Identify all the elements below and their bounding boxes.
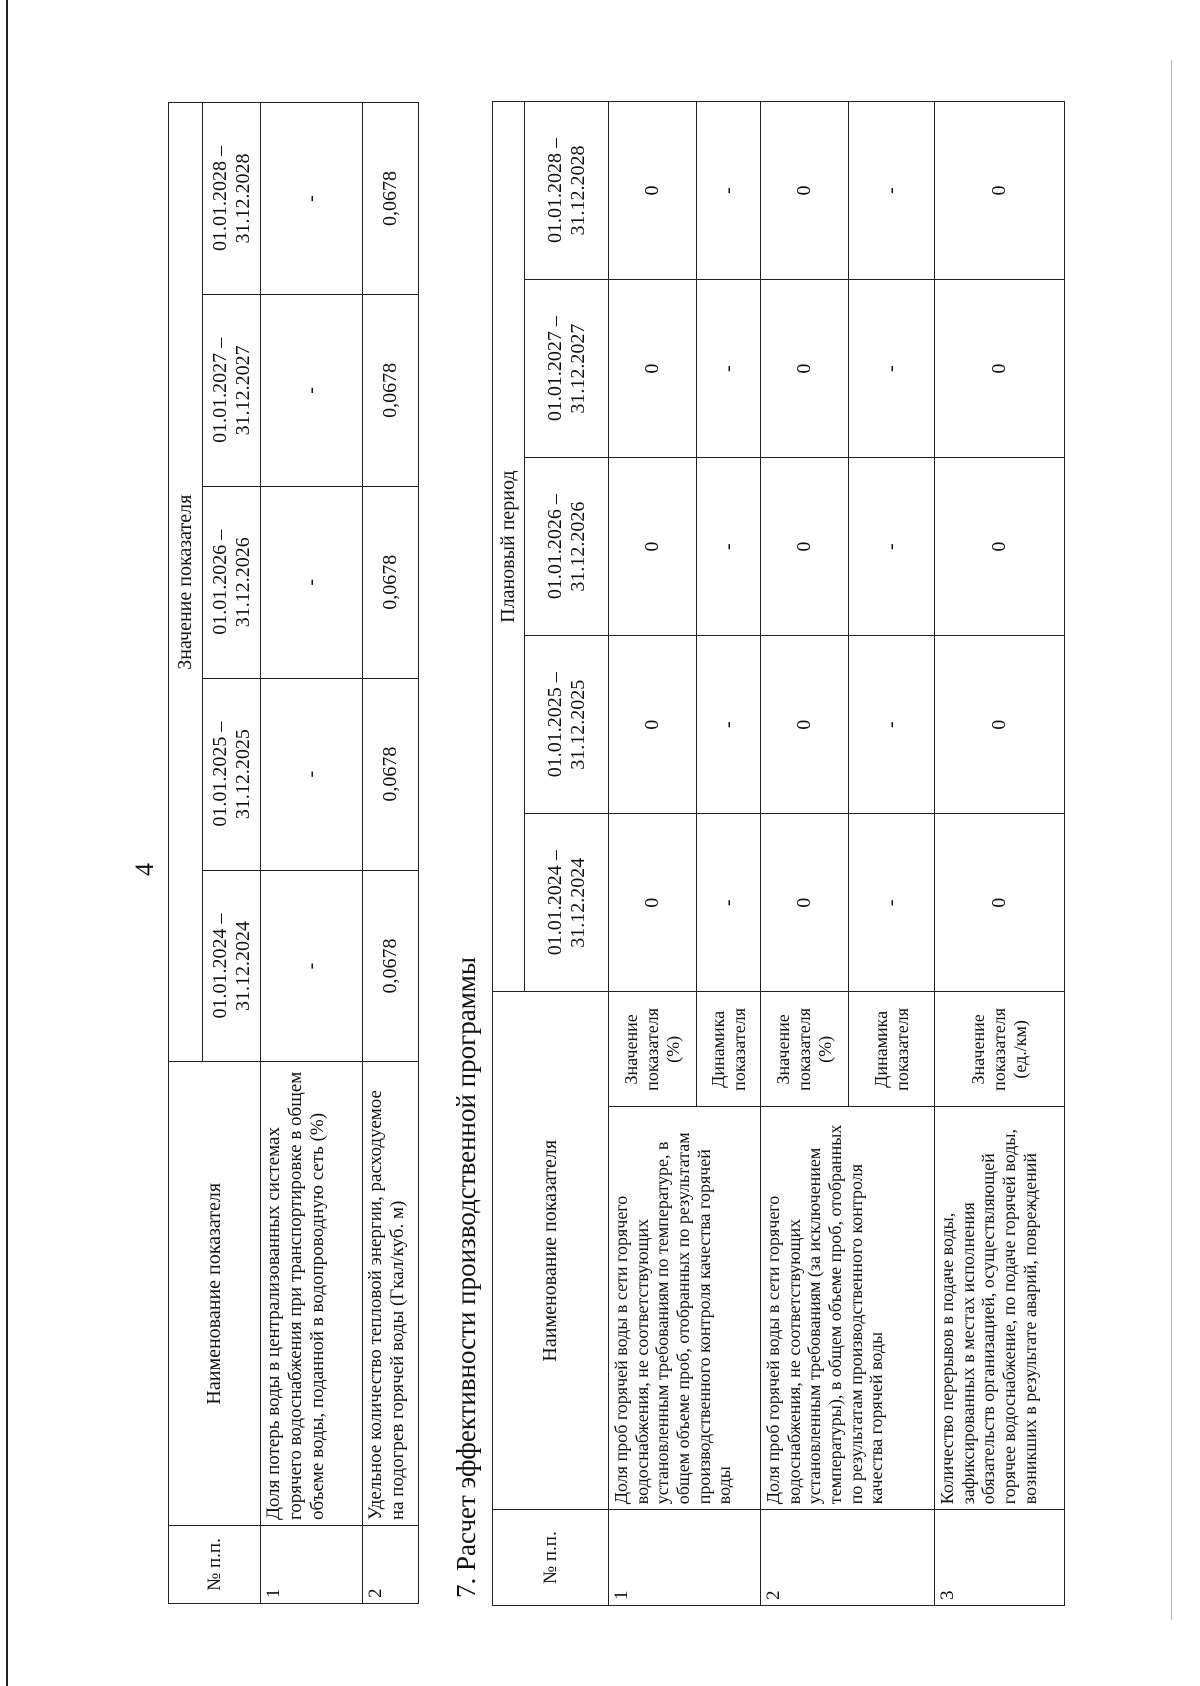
row-value: 0 <box>761 280 849 458</box>
header-name: Наименование показателя <box>493 992 609 1510</box>
row-value: - <box>261 870 363 1062</box>
subrow-label: Значение показателя (%) <box>761 992 849 1107</box>
row-no: 1 <box>261 1526 363 1604</box>
header-period-2027: 01.01.2027 – 31.12.2027 <box>203 294 261 486</box>
row-value: - <box>849 458 935 636</box>
header-no: № п.п. <box>169 1526 261 1604</box>
row-value: 0 <box>761 458 849 636</box>
header-plan-group: Плановый период <box>493 102 525 992</box>
row-value: - <box>261 294 363 486</box>
header-period-2028: 01.01.2028 – 31.12.2028 <box>525 102 609 280</box>
row-value: - <box>697 636 761 814</box>
row-value: - <box>697 102 761 280</box>
row-value: 0 <box>935 636 1065 814</box>
header-period-2024: 01.01.2024 – 31.12.2024 <box>525 814 609 992</box>
row-value: - <box>849 102 935 280</box>
row-value: 0 <box>761 636 849 814</box>
subrow-label: Значение показателя (ед./км) <box>935 992 1065 1107</box>
row-no: 1 <box>609 1510 761 1606</box>
header-period-2028: 01.01.2028 – 31.12.2028 <box>203 103 261 295</box>
row-value: - <box>697 280 761 458</box>
row-no: 3 <box>935 1510 1065 1606</box>
page-number: 4 <box>130 863 159 876</box>
row-name: Доля проб горячей воды в сети горячего водоснабжения, не соответствующих установленным требованиям по температуре, в общем объеме проб, отобранных по результатам производственного контроля качества горячей воды <box>609 1107 761 1510</box>
row-value: 0 <box>609 102 697 280</box>
row-value: - <box>849 636 935 814</box>
header-period-2025: 01.01.2025 – 31.12.2025 <box>525 636 609 814</box>
table-row <box>261 103 363 1604</box>
header-period-2025: 01.01.2025 – 31.12.2025 <box>203 678 261 870</box>
row-value: 0 <box>935 102 1065 280</box>
row-value: - <box>849 280 935 458</box>
row-no: 2 <box>761 1510 935 1606</box>
header-period-2026: 01.01.2026 – 31.12.2026 <box>525 458 609 636</box>
row-value: - <box>261 486 363 678</box>
indicator-table <box>168 102 419 1604</box>
row-value: 0 <box>935 280 1065 458</box>
row-value: - <box>261 678 363 870</box>
row-value: 0,0678 <box>363 294 419 486</box>
row-value: 0 <box>609 636 697 814</box>
subrow-label: Динамика показателя <box>849 992 935 1107</box>
row-value: - <box>697 458 761 636</box>
row-name: Доля проб горячей воды в сети горячего водоснабжения, не соответствующих установленным требованиям (за исключением температуры), в общем объеме проб, отобранных по результатам производственного контроля качества горячей воды <box>761 1107 935 1510</box>
row-value: - <box>849 814 935 992</box>
table-row <box>761 102 849 1606</box>
row-value: 0 <box>609 814 697 992</box>
row-name: Количество перерывов в подаче воды, зафиксированных в местах исполнения обязательств организацией, осуществляющей горячее водоснабжение, по подаче горячей воды, возникших в результате аварий, повреждений <box>935 1107 1065 1510</box>
row-value: 0 <box>609 280 697 458</box>
header-no: № п.п. <box>493 1510 609 1606</box>
row-value: 0 <box>935 814 1065 992</box>
row-no: 2 <box>363 1526 419 1604</box>
row-value: 0 <box>609 458 697 636</box>
row-value: 0,0678 <box>363 486 419 678</box>
header-period-2026: 01.01.2026 – 31.12.2026 <box>203 486 261 678</box>
efficiency-table <box>492 101 1065 1606</box>
table-row <box>609 102 697 1606</box>
row-value: 0,0678 <box>363 870 419 1062</box>
row-name: Доля потерь воды в централизованных системах горячего водоснабжения при транспортировке в общем объеме воды, поданной в водопроводную сеть (%) <box>261 1062 363 1526</box>
row-value: 0 <box>761 814 849 992</box>
header-name: Наименование показателя <box>169 1062 261 1526</box>
header-period-2027: 01.01.2027 – 31.12.2027 <box>525 280 609 458</box>
subrow-label: Динамика показателя <box>697 992 761 1107</box>
header-value-group: Значение показателя <box>169 103 203 1062</box>
row-value: 0,0678 <box>363 103 419 295</box>
header-period-2024: 01.01.2024 – 31.12.2024 <box>203 870 261 1062</box>
row-value: - <box>261 103 363 295</box>
row-value: 0 <box>935 458 1065 636</box>
table-row <box>935 102 1065 1606</box>
section-title: 7. Расчет эффективности производственной программы <box>451 956 481 1598</box>
row-value: - <box>697 814 761 992</box>
table-row <box>363 103 419 1604</box>
row-name: Удельное количество тепловой энергии, расходуемое на подогрев горячей воды (Гкал/куб. м) <box>363 1062 419 1526</box>
row-value: 0,0678 <box>363 678 419 870</box>
row-value: 0 <box>761 102 849 280</box>
subrow-label: Значение показателя (%) <box>609 992 697 1107</box>
